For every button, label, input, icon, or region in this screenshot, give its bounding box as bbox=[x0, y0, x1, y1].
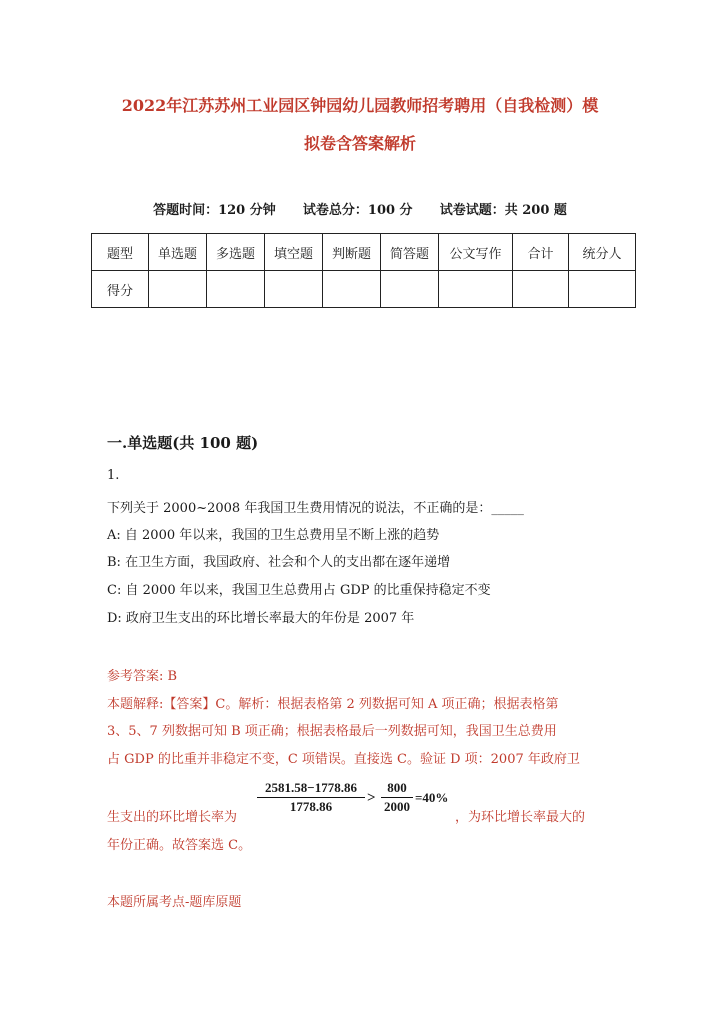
score-cell[interactable] bbox=[569, 271, 636, 308]
option-d: D: 政府卫生支出的环比增长率最大的年份是 2007 年 bbox=[107, 611, 415, 626]
table-header-cell: 公文写作 bbox=[439, 234, 513, 271]
score-cell[interactable] bbox=[149, 271, 207, 308]
table-header-cell: 题型 bbox=[92, 234, 149, 271]
explanation-line: ，为环比增长率最大的 bbox=[455, 810, 586, 825]
question-number: 1. bbox=[107, 468, 120, 483]
formula-numerator: 800 bbox=[387, 780, 407, 795]
formula-denominator: 2000 bbox=[384, 799, 410, 814]
score-cell[interactable] bbox=[381, 271, 439, 308]
table-header-cell: 统分人 bbox=[569, 234, 636, 271]
reference-answer: 参考答案: B bbox=[107, 669, 178, 684]
score-table-row bbox=[92, 271, 636, 308]
exam-meta: 答题时间：120 分钟 试卷总分：100 分 试卷试题：共 200 题 bbox=[153, 203, 567, 218]
document-title-line1: 2022年江苏苏州工业园区钟园幼儿园教师招考聘用（自我检测）模 bbox=[121, 96, 599, 115]
score-cell[interactable] bbox=[265, 271, 323, 308]
table-header-cell: 判断题 bbox=[323, 234, 381, 271]
table-header-cell: 简答题 bbox=[381, 234, 439, 271]
section-title: 一.单选题(共 100 题) bbox=[107, 434, 259, 452]
fraction-bar bbox=[257, 797, 365, 798]
score-cell[interactable] bbox=[439, 271, 513, 308]
table-header-cell: 单选题 bbox=[149, 234, 207, 271]
explanation-line: 生支出的环比增长率为 bbox=[107, 810, 238, 825]
explanation-line: 本题解释:【答案】C。解析：根据表格第 2 列数据可知 A 项正确；根据表格第 bbox=[107, 697, 559, 712]
question-source: 本题所属考点-题库原题 bbox=[107, 895, 242, 910]
score-table-header-row bbox=[92, 234, 636, 271]
score-cell[interactable] bbox=[513, 271, 569, 308]
growth-rate-formula bbox=[257, 780, 472, 816]
explanation-line: 3、5、7 列数据可知 B 项正确；根据表格最后一列数据可知，我国卫生总费用 bbox=[107, 724, 557, 739]
formula-denominator: 1778.86 bbox=[289, 799, 333, 814]
row-label-cell: 得分 bbox=[92, 271, 149, 308]
option-c: C: 自 2000 年以来，我国卫生总费用占 GDP 的比重保持稳定不变 bbox=[107, 583, 491, 598]
table-header-cell: 填空题 bbox=[265, 234, 323, 271]
score-cell[interactable] bbox=[207, 271, 265, 308]
table-header-cell: 合计 bbox=[513, 234, 569, 271]
explanation-line: 占 GDP 的比重并非稳定不变，C 项错误。直接选 C。验证 D 项：2007 年政府卫 bbox=[107, 752, 580, 767]
table-header-cell: 多选题 bbox=[207, 234, 265, 271]
score-cell[interactable] bbox=[323, 271, 381, 308]
formula-result: =40% bbox=[415, 790, 449, 805]
document-title-line2: 拟卷含答案解析 bbox=[303, 134, 416, 153]
option-a: A: 自 2000 年以来，我国的卫生总费用呈不断上涨的趋势 bbox=[107, 528, 440, 543]
formula-numerator: 2581.58−1778.86 bbox=[265, 780, 357, 795]
score-table bbox=[91, 233, 636, 308]
question-stem: 下列关于 2000~2008 年我国卫生费用情况的说法，不正确的是：_____ bbox=[107, 501, 524, 516]
fraction-bar bbox=[381, 797, 413, 798]
option-b: B: 在卫生方面，我国政府、社会和个人的支出都在逐年递增 bbox=[107, 555, 451, 570]
greater-than-sign: > bbox=[367, 790, 376, 806]
explanation-line: 年份正确。故答案选 C。 bbox=[107, 838, 252, 853]
